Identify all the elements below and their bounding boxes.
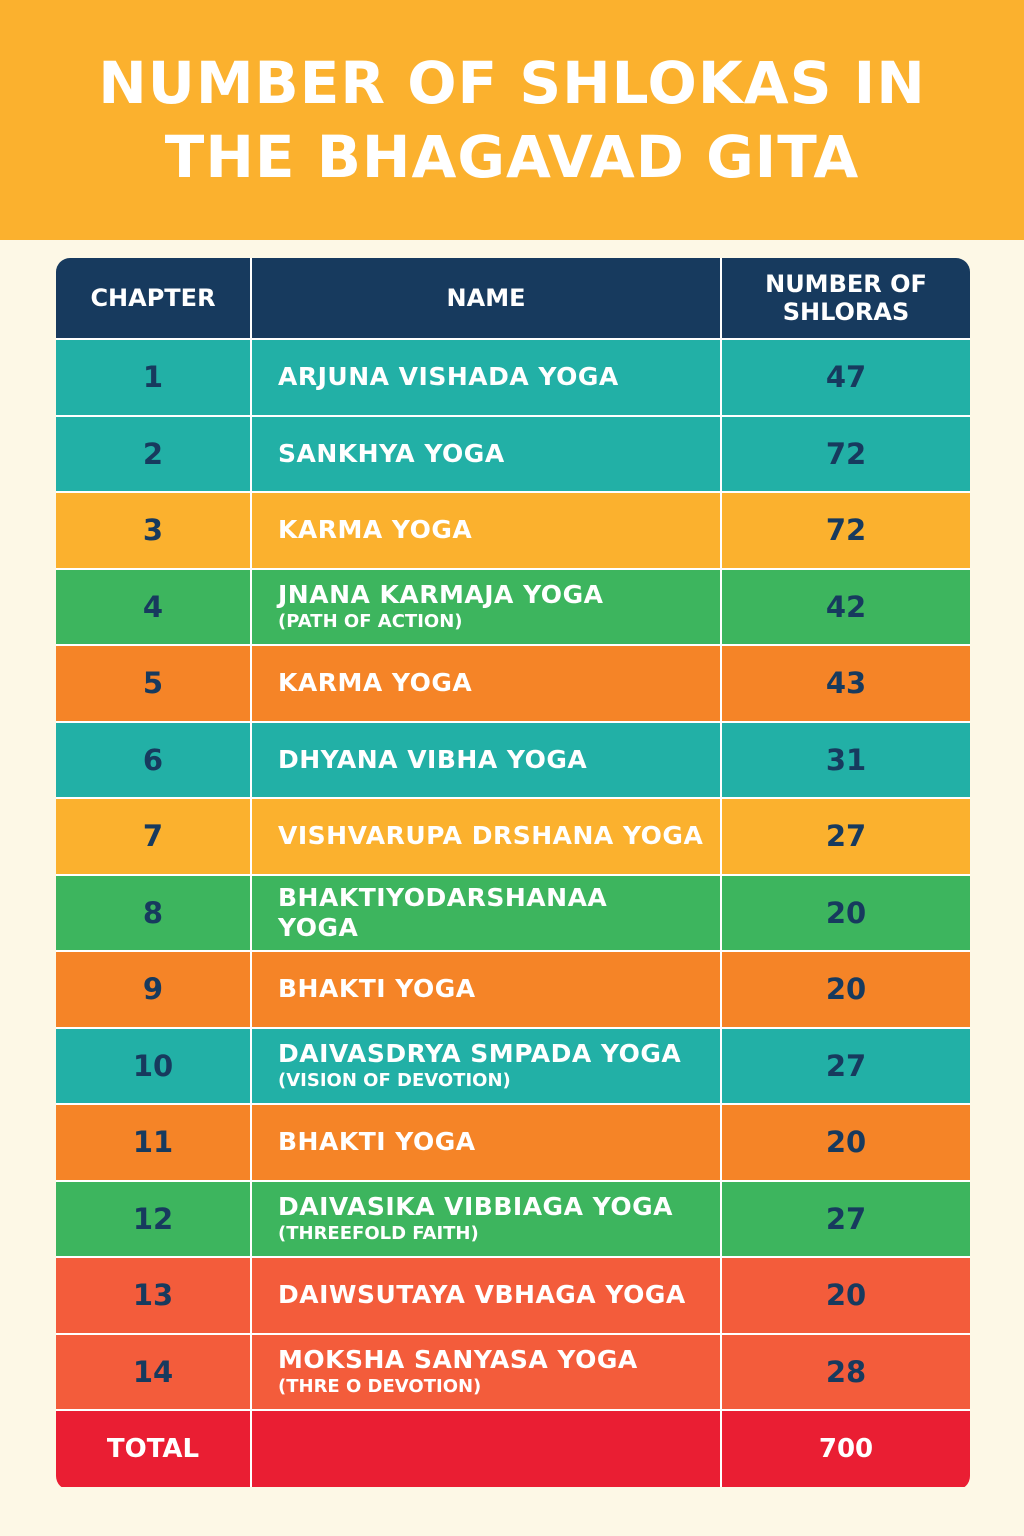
page-header	[0, 0, 1024, 240]
chapter-name: ARJUNA VISHADA YOGA	[278, 362, 619, 392]
shloka-count: 20	[722, 1105, 970, 1182]
total-name-empty	[252, 1411, 722, 1487]
shloka-count: 42	[722, 570, 970, 647]
chapter-name: SANKHYA YOGA	[278, 438, 505, 468]
chapter-name: MOKSHA SANYASA YOGA	[278, 1344, 638, 1374]
shloka-count: 72	[722, 417, 970, 494]
shloka-count: 27	[722, 1029, 970, 1106]
chapter-name-cell	[252, 1182, 722, 1259]
chapter-name-cell	[252, 417, 722, 494]
chapter-name: DAIWSUTAYA VBHAGA YOGA	[278, 1280, 686, 1310]
chapter-name: BHAKTI YOGA	[278, 974, 476, 1004]
chapter-number: 9	[56, 952, 252, 1029]
chapter-name-cell	[252, 1105, 722, 1182]
chapter-name-cell	[252, 799, 722, 876]
chapter-name-cell	[252, 723, 722, 800]
chapter-number: 10	[56, 1029, 252, 1106]
chapter-number: 2	[56, 417, 252, 494]
chapter-subtitle: (VISION OF DEVOTION)	[278, 1069, 511, 1091]
chapter-name-cell	[252, 1029, 722, 1106]
chapter-name: KARMA YOGA	[278, 515, 473, 545]
chapter-name-cell	[252, 1258, 722, 1335]
chapter-number: 5	[56, 646, 252, 723]
shloka-count: 47	[722, 340, 970, 417]
column-header-count-line-2: SHLORAS	[782, 298, 910, 326]
chapter-number: 1	[56, 340, 252, 417]
shloka-count: 20	[722, 1258, 970, 1335]
chapter-name-cell	[252, 340, 722, 417]
shloka-count: 28	[722, 1335, 970, 1412]
total-count: 700	[722, 1411, 970, 1487]
chapter-number: 7	[56, 799, 252, 876]
chapter-name-cell	[252, 570, 722, 647]
chapter-number: 14	[56, 1335, 252, 1412]
chapter-number: 8	[56, 876, 252, 953]
total-label: TOTAL	[56, 1411, 252, 1487]
shloka-count: 72	[722, 493, 970, 570]
shloka-count: 43	[722, 646, 970, 723]
shloka-count: 20	[722, 952, 970, 1029]
chapter-subtitle: (THREEFOLD FAITH)	[278, 1222, 479, 1244]
chapter-name: KARMA YOGA	[278, 668, 473, 698]
chapter-number: 3	[56, 493, 252, 570]
page-title-line-2: THE BHAGAVAD GITA	[164, 123, 860, 191]
chapter-name: BHAKTIYODARSHANAA	[278, 882, 608, 912]
chapter-number: 4	[56, 570, 252, 647]
chapter-subtitle: YOGA	[278, 912, 359, 942]
chapter-name-cell	[252, 876, 722, 953]
page-title-line-1: NUMBER OF SHLOKAS IN	[98, 49, 926, 117]
chapter-name-cell	[252, 493, 722, 570]
column-header-count	[722, 258, 970, 340]
chapter-number: 6	[56, 723, 252, 800]
column-header-name: NAME	[252, 258, 722, 340]
chapter-number: 11	[56, 1105, 252, 1182]
chapter-subtitle: (PATH OF ACTION)	[278, 610, 463, 632]
chapter-name-cell	[252, 952, 722, 1029]
chapter-name: DAIVASIKA VIBBIAGA YOGA	[278, 1191, 673, 1221]
chapter-name: JNANA KARMAJA YOGA	[278, 579, 604, 609]
shloka-table	[56, 258, 970, 1490]
shloka-count: 20	[722, 876, 970, 953]
chapter-name: DAIVASDRYA SMPADA YOGA	[278, 1038, 682, 1068]
chapter-subtitle: (THRE O DEVOTION)	[278, 1375, 482, 1397]
chapter-name: BHAKTI YOGA	[278, 1127, 476, 1157]
chapter-name-cell	[252, 1335, 722, 1412]
chapter-name-cell	[252, 646, 722, 723]
column-header-chapter: CHAPTER	[56, 258, 252, 340]
shloka-count: 27	[722, 799, 970, 876]
column-header-count-line-1: NUMBER OF	[765, 270, 927, 298]
shloka-count: 27	[722, 1182, 970, 1259]
shloka-count: 31	[722, 723, 970, 800]
chapter-number: 13	[56, 1258, 252, 1335]
chapter-name: DHYANA VIBHA YOGA	[278, 744, 588, 774]
chapter-number: 12	[56, 1182, 252, 1259]
chapter-name: VISHVARUPA DRSHANA YOGA	[278, 821, 704, 851]
